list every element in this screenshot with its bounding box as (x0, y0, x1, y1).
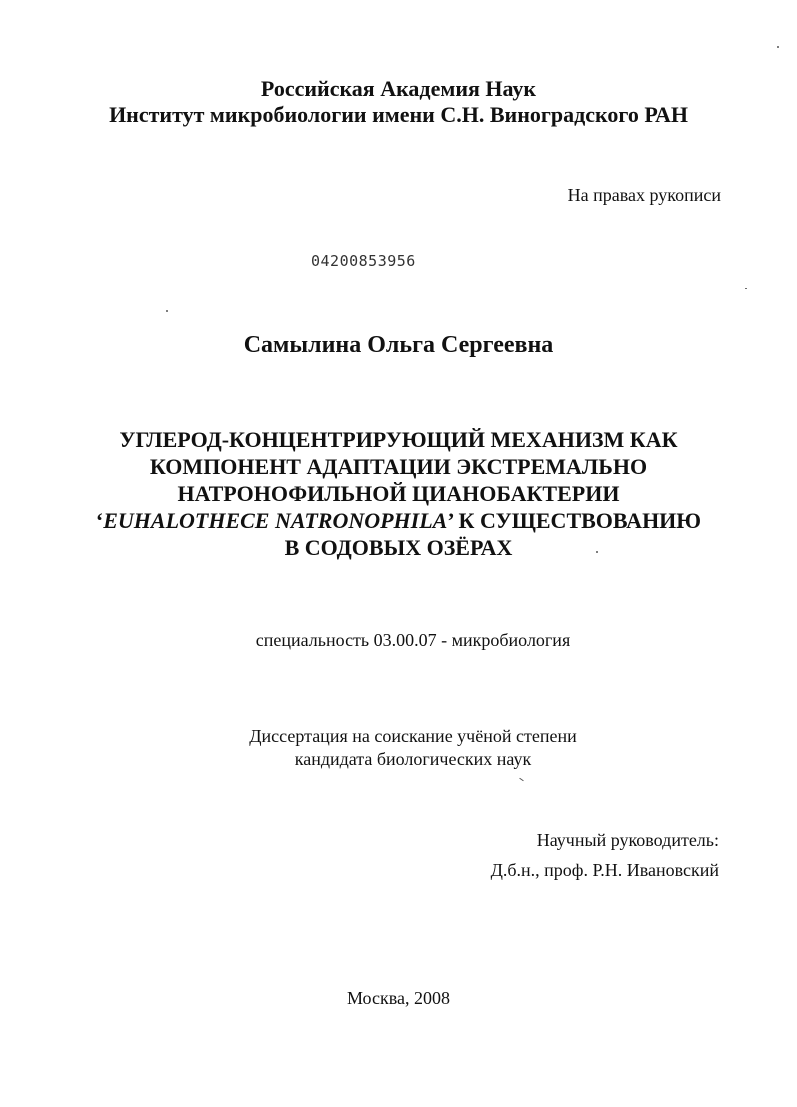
library-stamp-number: 04200853956 (311, 252, 416, 270)
organization-block (0, 76, 797, 128)
manuscript-rights-note: На правах рукописи (567, 185, 721, 205)
scan-speck (745, 288, 747, 289)
advisor-name: Д.б.н., проф. Р.Н. Ивановский (490, 860, 719, 880)
advisor-label: Научный руководитель: (536, 830, 719, 850)
dissertation-title (90, 426, 707, 561)
scan-speck (166, 310, 168, 312)
title-species-name: EUHALOTHECE NATRONOPHILA (103, 508, 448, 533)
degree-line-2: кандидата биологических наук (294, 749, 532, 769)
specialty-line: специальность 03.00.07 - микробиология (255, 630, 571, 650)
degree-line-1: Диссертация на соискание учёной степени (249, 726, 577, 746)
author-name: Самылина Ольга Сергеевна (243, 332, 554, 358)
scan-speck (777, 46, 779, 48)
scan-speck (596, 551, 598, 553)
dissertation-degree-block (0, 725, 797, 771)
title-part-1: УГЛЕРОД-КОНЦЕНТРИРУЮЩИЙ МЕХАНИЗМ КАК КОМПОНЕНТ АДАПТАЦИИ ЭКСТРЕМАЛЬНО НАТРОНОФИЛЬНОЙ ЦИАНОБАКТЕРИИ ‘ (95, 427, 678, 533)
title-part-2: ’ К СУЩЕСТВОВАНИЮ В СОДОВЫХ ОЗЁРАХ (284, 508, 702, 560)
scan-speck (519, 778, 524, 782)
organization-academy: Российская Академия Наук (260, 76, 537, 101)
organization-institute: Институт микробиологии имени С.Н. Виноградского РАН (109, 102, 688, 127)
city-year: Москва, 2008 (347, 988, 450, 1008)
